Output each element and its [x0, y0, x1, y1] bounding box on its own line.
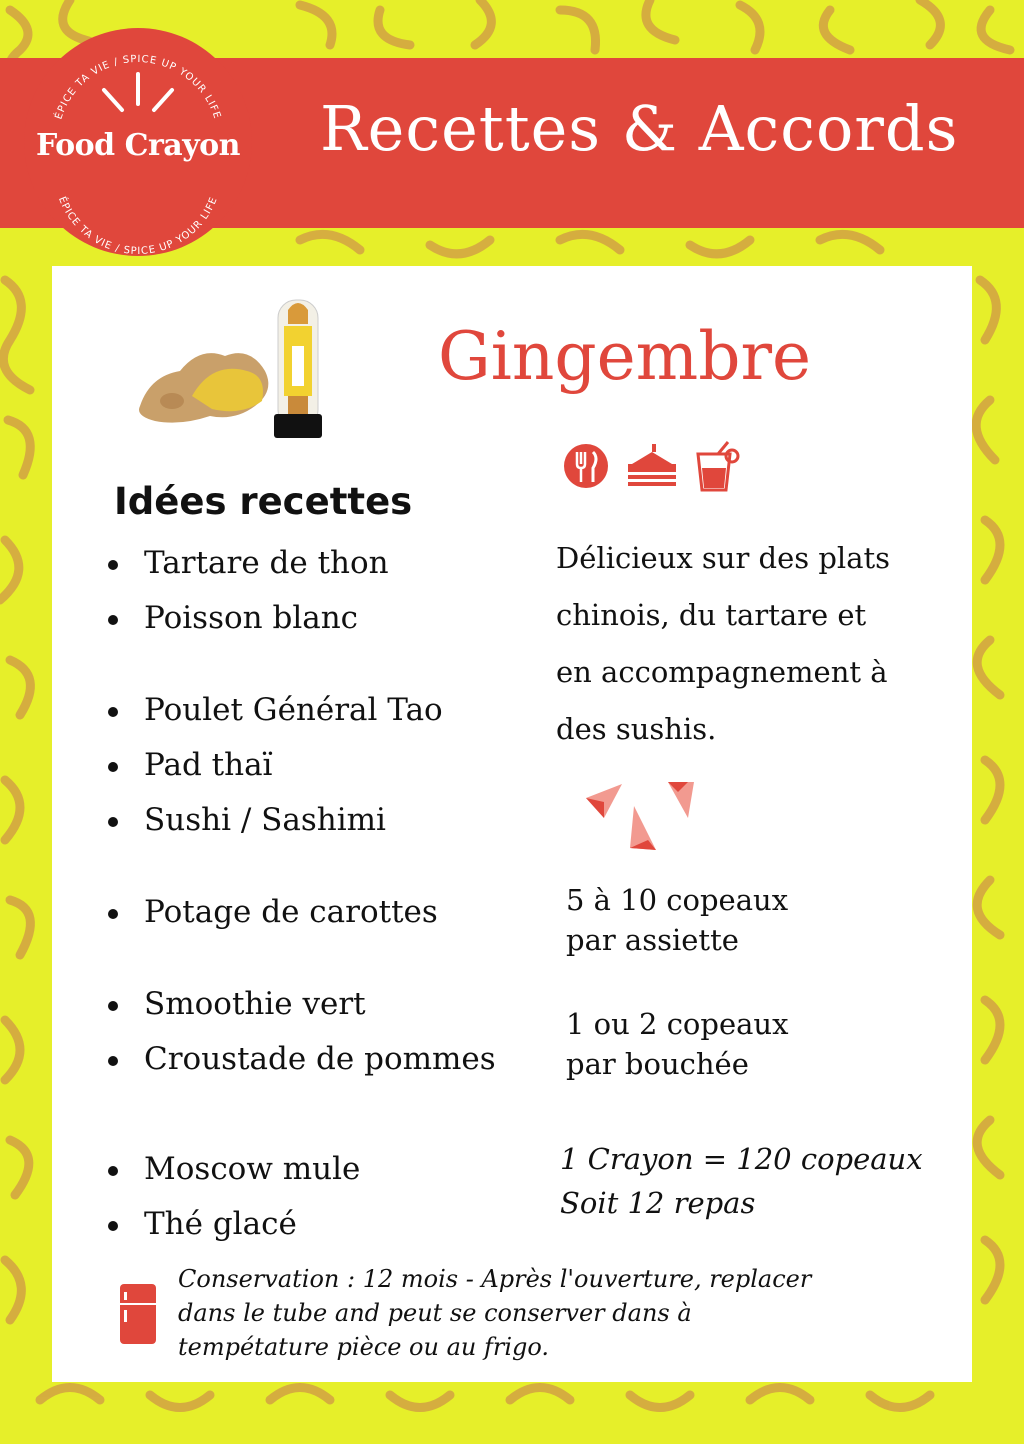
dose-line: par assiette — [566, 923, 739, 957]
conservation-line: tempétature pièce ou au frigo. — [178, 1333, 550, 1361]
description-line: des sushis. — [556, 712, 717, 746]
description-line: chinois, du tartare et — [556, 598, 867, 632]
fork-knife-icon — [564, 444, 608, 488]
fridge-icon — [118, 1282, 158, 1346]
list-item: Tartare de thon — [102, 536, 542, 591]
description-line: en accompagnement à — [556, 655, 888, 689]
yield-line: 1 Crayon = 120 copeaux — [560, 1142, 923, 1176]
dose-bite — [566, 1004, 866, 1084]
list-item: Potage de carottes — [102, 885, 542, 940]
ginger-product-image — [132, 286, 332, 446]
dose-line: 5 à 10 copeaux — [566, 883, 789, 917]
conservation-note — [178, 1262, 958, 1364]
list-item: Thé glacé — [102, 1197, 542, 1252]
logo-ring-top: ÉPICE TA VIE / SPICE UP YOUR LIFE — [53, 53, 223, 121]
drink-icon — [698, 442, 738, 490]
list-item: Croustade de pommes — [102, 1032, 542, 1087]
conservation-line: dans le tube and peut se conserver dans à — [178, 1299, 692, 1327]
page-title: Recettes & Accords — [320, 92, 959, 165]
spice-name: Gingembre — [438, 318, 812, 395]
description — [556, 530, 956, 758]
recipe-list — [102, 536, 542, 1252]
recipe-card — [52, 266, 972, 1382]
section-title: Idées recettes — [114, 480, 413, 523]
cake-icon — [628, 444, 676, 486]
list-item: Pad thaï — [102, 738, 542, 793]
shavings-icon — [582, 776, 702, 856]
pairing-icons — [562, 438, 742, 494]
list-item: Moscow mule — [102, 1142, 542, 1197]
logo-ring-bottom: ÉPICE TA VIE / SPICE UP YOUR LIFE — [56, 195, 220, 258]
dose-line: par bouchée — [566, 1047, 749, 1081]
list-item: Poulet Général Tao — [102, 683, 542, 738]
dose-plate — [566, 880, 866, 960]
list-item: Smoothie vert — [102, 977, 542, 1032]
crayon-tube-icon — [274, 300, 322, 438]
list-item: Poisson blanc — [102, 591, 542, 646]
meals-line: Soit 12 repas — [560, 1186, 756, 1220]
brand-name: Food Crayon — [36, 128, 240, 163]
ginger-root-icon — [139, 353, 268, 423]
list-item: Sushi / Sashimi — [102, 793, 542, 848]
dose-line: 1 ou 2 copeaux — [566, 1007, 789, 1041]
description-line: Délicieux sur des plats — [556, 541, 891, 575]
conservation-line: Conservation : 12 mois - Après l'ouverture, replacer — [178, 1265, 812, 1293]
